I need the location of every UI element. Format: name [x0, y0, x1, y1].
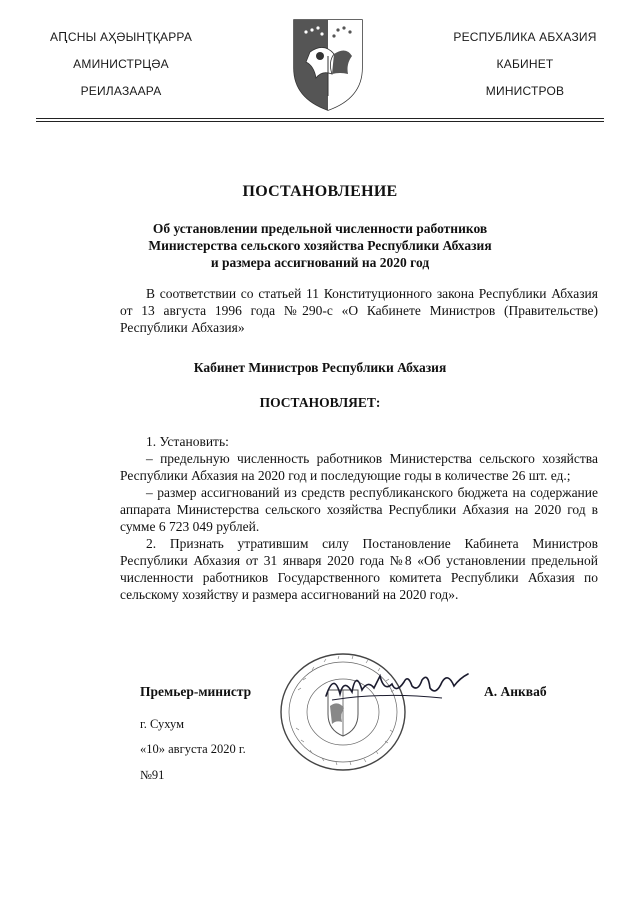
decree-item: – размер ассигнований из средств республиканского бюджета на содержание аппарата Министерства сельского хозяйства Республики Абхазия на 2020 год в сумме 6 723 049 рублей.: [120, 485, 598, 534]
subject-line-3: и размера ассигнований на 2020 год: [210, 255, 430, 270]
decree-item: 1. Установить:: [146, 434, 229, 449]
place: г. Сухум: [140, 717, 185, 731]
decree-item: – предельную численность работников Министерства сельского хозяйства Республики Абхазия на 2020 год и последующие годы в количестве 26 шт. ед.;: [120, 451, 598, 483]
intro-paragraph: В соответствии со статьей 11 Конституционного закона Республики Абхазия от 13 августа 1996 года №290-с «О Кабинете Министров (Правительстве) Республики Абхазия»: [120, 286, 598, 335]
document-number: №91: [140, 768, 165, 782]
subject-line-1: Об установлении предельной численности работников: [152, 221, 488, 236]
header-divider-thick: [36, 121, 604, 122]
header-right-line-2: КАБИНЕТ: [496, 57, 554, 71]
resolves-heading: ПОСТАНОВЛЯЕТ:: [259, 395, 381, 410]
subject-line-2: Министерства сельского хозяйства Республики Абхазия: [148, 238, 492, 253]
header-right-block: [440, 30, 610, 111]
authority-line: Кабинет Министров Республики Абхазия: [193, 360, 447, 375]
handwritten-signature: [322, 666, 472, 706]
header-divider-thin: [36, 118, 604, 119]
coat-of-arms-emblem: [288, 16, 368, 112]
signer-name: А. Анкваб: [484, 684, 547, 699]
document-title: ПОСТАНОВЛЕНИЕ: [242, 183, 398, 200]
header-left-line-1: АԤСНЫ АҲӘЫНҬҚАРРА: [49, 30, 193, 44]
header-left-line-2: АМИНИСТРЦӘА: [73, 57, 169, 71]
intro-paragraph-block: [120, 285, 598, 336]
decree-items: [120, 433, 598, 603]
signer-position: Премьер-министр: [140, 684, 252, 699]
header-right-line-3: МИНИСТРОВ: [485, 84, 565, 98]
header-left-block: [36, 30, 206, 111]
header-right-line-1: РЕСПУБЛИКА АБХАЗИЯ: [453, 30, 597, 44]
date: «10» августа 2020 г.: [140, 742, 246, 756]
decree-item: 2. Признать утратившим силу Постановление Кабинета Министров Республики Абхазия от 31 января 2020 года №8 «Об установлении предельной численности работников Государственного комитета Республики Абхазия по сельскому хозяйству и размера ассигнований на 2020 год».: [120, 536, 598, 602]
document-subject: [90, 220, 550, 271]
header-left-line-3: РЕИЛАЗААРА: [80, 84, 162, 98]
